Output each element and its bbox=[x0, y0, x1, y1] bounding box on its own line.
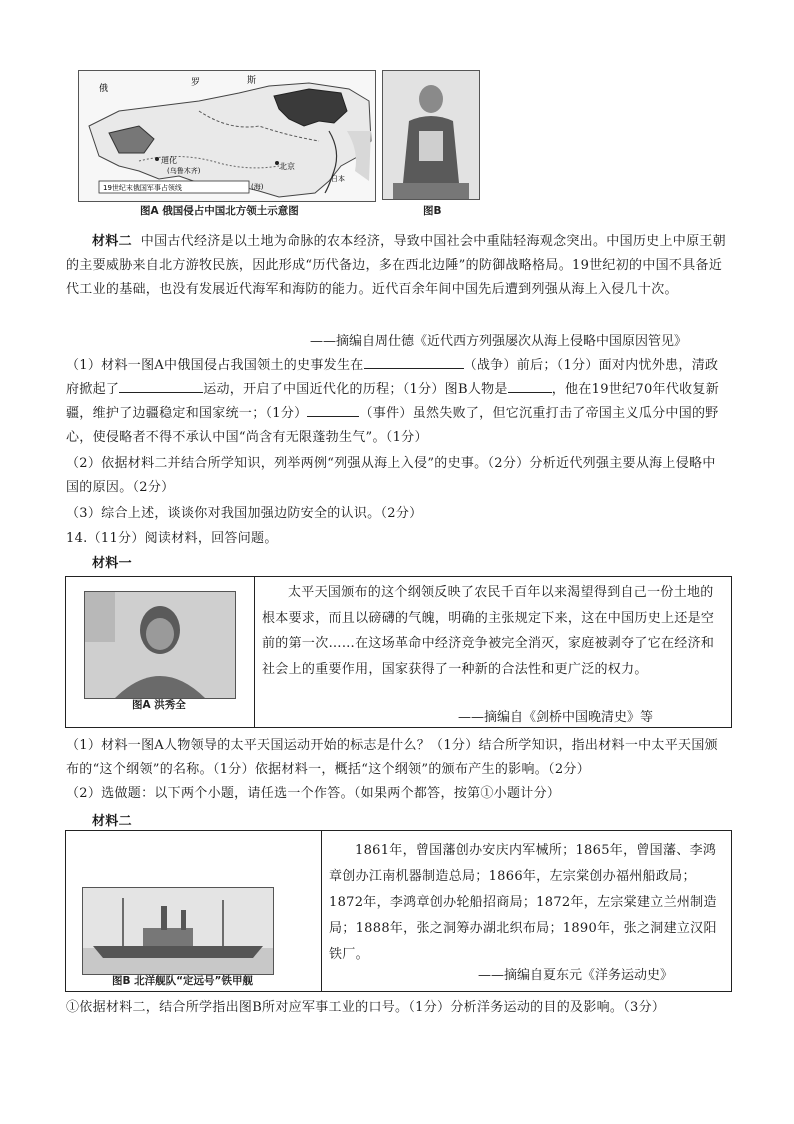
q13-p1-text-f: 年代收复新疆，维护了边疆稳定和国家统一；（1分） bbox=[66, 382, 720, 421]
material1-source: ——摘编自《剑桥中国晚清史》等 bbox=[458, 710, 654, 725]
material2-yangwu-source: ——摘编自夏东元《洋务运动史》 bbox=[478, 968, 674, 983]
q14-material1-title: 材料一 bbox=[92, 556, 132, 571]
q13-p1-text-a: （1）材料一图A中俄国侵占我国领土的史事发生在 bbox=[66, 358, 364, 373]
q13-p1-text-g: （事件）虽然失败了，但它沉重打击了帝国主 bbox=[359, 406, 626, 421]
material2-text: 中国古代经济是以土地为命脉的农本经济，导致中国社会中重陆轻海观念突出。中国历史上中原王朝的主要威胁来自北方游牧民族，因此形成“历代备边，多在西北边陲”的防御战略格局。19世纪初的中国不具备近代工业的基础，也没有发展近代海军和海防的能力。近代百余年间中国先后遭到列强从海上入侵几十次。 bbox=[66, 234, 726, 297]
q13-p1-text-h: 义瓜分中国的野心，使侵略者不得不承认中国“尚含有无限蓬勃生气”。（1分） bbox=[66, 406, 719, 445]
answer-blank-person[interactable] bbox=[508, 378, 552, 393]
russia-map-figure bbox=[78, 70, 376, 202]
map-label-wulumuqi: (乌鲁木齐) bbox=[167, 167, 201, 175]
answer-blank-event[interactable] bbox=[307, 402, 359, 417]
material2-yangwu-text: 1861年，曾国藩创办安庆内军械所；1865年，曾国藩、李鸿章创办江南机器制造总局；1866年，左宗棠创办福州船政局；1872年，李鸿章创办轮船招商局；1872年，左宗棠建立兰州制造局；1888年，张之洞筹办湖北织布局；1890年，张之洞建立汉阳铁厂。 bbox=[329, 843, 717, 962]
map-legend-text: 19世纪末俄国军事占领线 bbox=[103, 184, 182, 192]
q13-p1-text-d: 运动，开启了中国近代化的历程；（1分）图B人物是 bbox=[203, 382, 508, 397]
material1-text: 太平天国颁布的这个纲领反映了农民千百年以来渴望得到自己一份土地的根本要求，而且以磅礴的气魄，明确的主张规定下来，这在中国历史上还是空前的第一次……在这场革命中经济竞争被完全消灭，家庭被剥夺了它在经济和社会上的重要作用，国家获得了一种新的合法性和更广泛的权力。 bbox=[262, 585, 715, 677]
answer-blank-war[interactable] bbox=[364, 354, 464, 369]
map-caption: 图A 俄国侵占中国北方领土示意图 bbox=[140, 205, 299, 217]
dingyuan-caption: 图B 北洋舰队“定远号”铁甲舰 bbox=[112, 975, 253, 987]
material2-paragraph bbox=[66, 230, 728, 302]
map-label-hai: (海) bbox=[251, 183, 264, 191]
map-label-riben: 日本 bbox=[331, 175, 345, 183]
material2-title: 材料二 bbox=[92, 234, 132, 249]
map-label-russia-2: 罗 bbox=[191, 78, 201, 88]
q14-part1: （1）材料一图A人物领导的太平天国运动开始的标志是什么？（1分）结合所学知识，指出材料一中太平天国颁布的“这个纲领”的名称。（1分）依据材料一，概括“这个纲领”的颁布产生的影响。（2分） bbox=[66, 738, 718, 777]
q13-part1 bbox=[66, 354, 728, 450]
q14-header: 14.（11分）阅读材料，回答问题。 bbox=[66, 531, 278, 546]
q13-p1-text-c: 清政府掀起了 bbox=[66, 358, 719, 397]
map-illustration bbox=[79, 71, 375, 201]
figure-b-caption: 图B bbox=[423, 205, 442, 217]
hong-xiuquan-caption: 图A 洪秀全 bbox=[132, 699, 186, 711]
map-label-dihua: 迪化 bbox=[161, 156, 177, 165]
q13-p1-text-b: （战争）前后；（1分）面对内忧外患， bbox=[463, 358, 692, 373]
portrait-illustration bbox=[383, 71, 479, 199]
dingyuan-photo bbox=[82, 887, 274, 975]
dingyuan-ship-illustration bbox=[83, 888, 273, 974]
q13-part3: （3）综合上述，谈谈你对我国加强边防安全的认识。（2分） bbox=[66, 506, 423, 521]
material2-source: ——摘编自周仕德《近代西方列强屡次从海上侵略中国原因管见》 bbox=[310, 334, 688, 349]
q14-part2: （2）选做题：以下两个小题，请任选一个作答。（如果两个都答，按第①小题计分） bbox=[66, 786, 561, 801]
answer-blank-movement[interactable] bbox=[119, 378, 203, 393]
portrait-photo-b bbox=[382, 70, 480, 200]
q13-part2: （2）依据材料二并结合所学知识，列举两例“列强从海上入侵”的史事。（2分）分析近代列强主要从海上侵略中国的原因。（2分） bbox=[66, 456, 716, 495]
map-label-russia-1: 俄 bbox=[99, 84, 109, 94]
map-label-russia-3: 斯 bbox=[247, 76, 257, 86]
q14-material2-title: 材料二 bbox=[92, 814, 132, 829]
q14-part2-option1: ①依据材料二，结合所学指出图B所对应军事工业的口号。（1分）分析洋务运动的目的及影响。（3分） bbox=[66, 1000, 666, 1015]
map-label-beijing: 北京 bbox=[279, 162, 295, 171]
q13-p1-text-e: ，他在19世纪70 bbox=[551, 382, 653, 397]
hong-xiuquan-illustration bbox=[85, 592, 235, 698]
hong-xiuquan-photo bbox=[84, 591, 236, 699]
